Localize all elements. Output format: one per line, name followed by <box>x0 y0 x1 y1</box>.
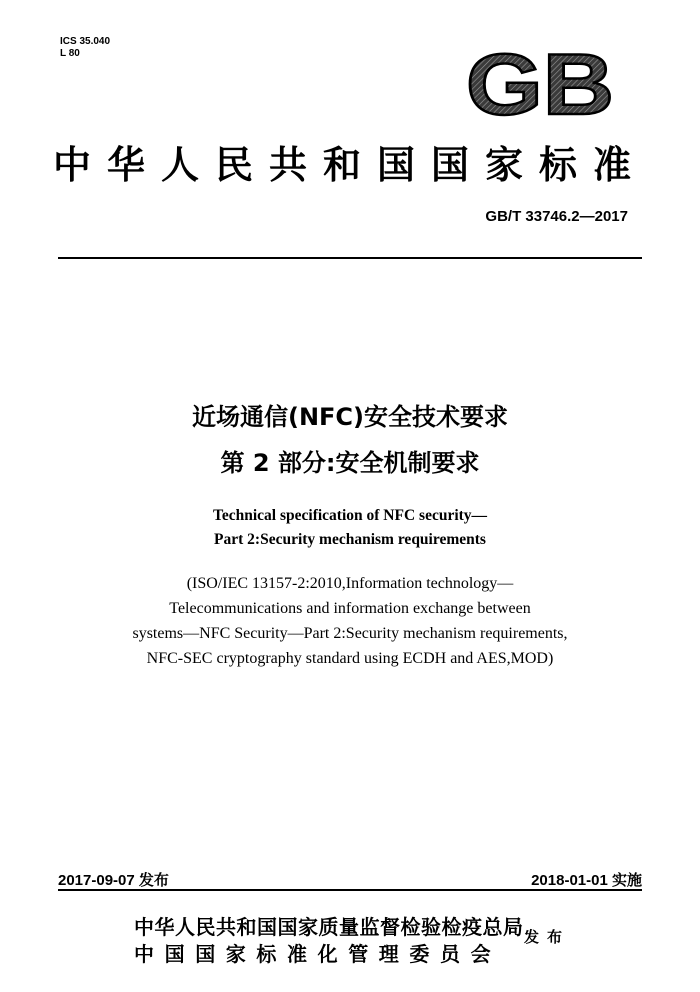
issue-label: 发布 <box>138 871 169 889</box>
chinese-title-line-1: 近场通信(NFC)安全技术要求 <box>191 403 509 431</box>
publish-label: 发布 <box>524 928 571 946</box>
top-divider <box>58 257 642 259</box>
classification-codes <box>60 36 110 60</box>
ics-code: ICS 35.040 <box>60 36 111 47</box>
issue-date: 2017-09-07 <box>58 872 135 889</box>
issuer-line-1: 中华人民共和国国家质量监督检验检疫总局 <box>134 915 524 939</box>
english-title-line-2: Part 2:Security mechanism requirements <box>214 531 486 548</box>
chinese-title-line-2: 第 2 部分:安全机制要求 <box>220 449 480 477</box>
implementation-date: 2018-01-01 <box>531 872 608 889</box>
implementation-label: 实施 <box>611 871 642 889</box>
iso-reference-line-2: Telecommunications and information exchange between <box>169 600 531 617</box>
english-title-line-1: Technical specification of NFC security— <box>212 507 488 524</box>
standard-category-title: 中华人民共和国国家标准 <box>52 143 647 187</box>
iso-reference-line-3: systems—NFC Security—Part 2:Security mechanism requirements, <box>132 625 568 642</box>
iso-reference-line-1: (ISO/IEC 13157-2:2010,Information technology— <box>186 575 514 592</box>
gb-logo-letters: GB <box>466 46 614 122</box>
bottom-divider <box>58 889 642 891</box>
ccs-code: L 80 <box>60 48 80 59</box>
implementation-date-block <box>531 869 642 890</box>
iso-reference-line-4: NFC-SEC cryptography standard using ECDH and AES,MOD) <box>146 650 554 667</box>
standard-number: GB/T 33746.2—2017 <box>485 208 628 225</box>
issuer-line-2: 中国国家标准化管理委员会 <box>134 942 502 966</box>
gb-logo <box>464 46 616 122</box>
issue-date-block <box>58 869 169 890</box>
